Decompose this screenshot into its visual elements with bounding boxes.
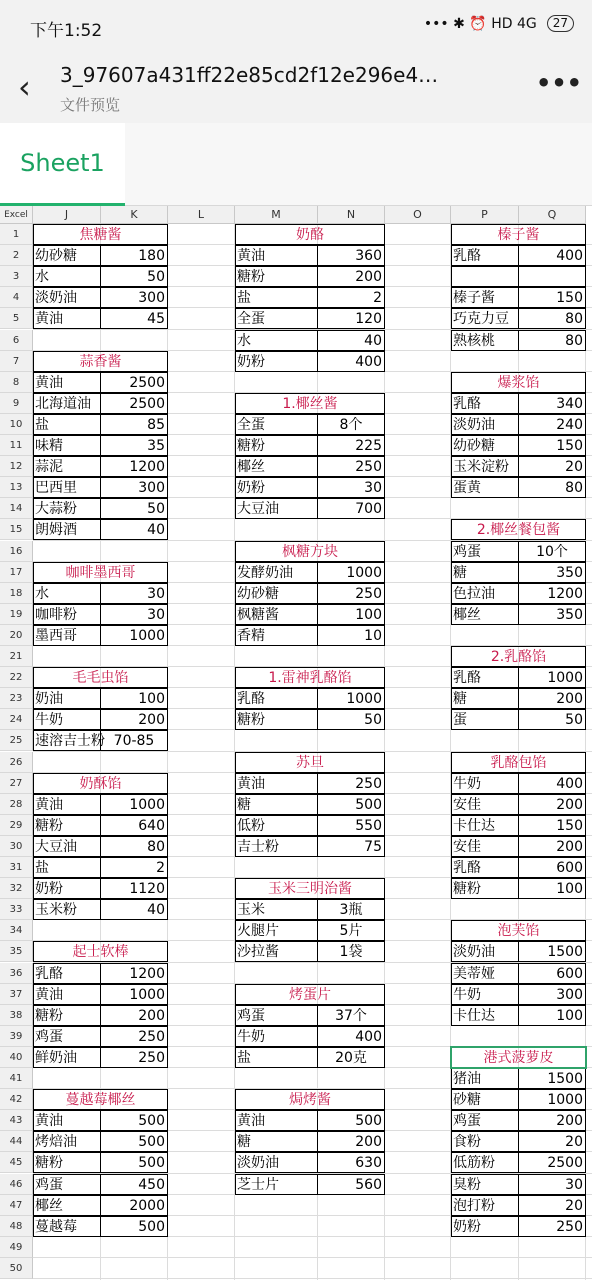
ingredient-name[interactable]: 全蛋 bbox=[237, 416, 265, 433]
ingredient-name[interactable]: 奶油 bbox=[35, 691, 63, 708]
ingredient-name[interactable]: 黄油 bbox=[35, 1113, 63, 1130]
row-header[interactable]: 34 bbox=[0, 920, 33, 941]
ingredient-name[interactable]: 芝士片 bbox=[237, 1176, 279, 1193]
ingredient-quantity[interactable]: 35 bbox=[147, 438, 165, 454]
ingredient-quantity[interactable]: 50 bbox=[565, 712, 583, 729]
column-header[interactable]: L bbox=[168, 206, 235, 224]
ingredient-quantity[interactable]: 250 bbox=[355, 585, 382, 602]
ingredient-name[interactable]: 糖 bbox=[237, 1134, 251, 1151]
recipe-title: 焗烤酱 bbox=[289, 1092, 331, 1109]
recipe-title: 蒜香酱 bbox=[79, 353, 122, 370]
row-header[interactable]: 44 bbox=[0, 1131, 33, 1152]
recipe-title: 焦糖酱 bbox=[79, 227, 122, 243]
ingredient-name[interactable]: 熟核桃 bbox=[453, 332, 495, 349]
ingredient-name[interactable]: 牛奶 bbox=[453, 986, 481, 1003]
ingredient-quantity[interactable]: 500 bbox=[355, 1113, 382, 1130]
row-header[interactable]: 41 bbox=[0, 1068, 33, 1089]
ingredient-name[interactable]: 朗姆酒 bbox=[35, 522, 77, 539]
row-header[interactable]: 5 bbox=[0, 308, 33, 329]
ingredient-quantity[interactable]: 500 bbox=[138, 1155, 165, 1172]
ingredient-quantity[interactable]: 300 bbox=[138, 480, 165, 497]
ingredient-name[interactable]: 黄油 bbox=[237, 775, 265, 792]
ingredient-quantity[interactable]: 1000 bbox=[129, 986, 165, 1003]
ingredient-quantity[interactable]: 2000 bbox=[129, 1197, 165, 1214]
ingredient-quantity[interactable]: 20 bbox=[565, 1197, 583, 1214]
ingredient-quantity[interactable]: 350 bbox=[556, 564, 583, 581]
ingredient-name[interactable]: 蒜泥 bbox=[35, 459, 63, 476]
ingredient-quantity[interactable]: 75 bbox=[364, 838, 382, 855]
ingredient-quantity[interactable]: 250 bbox=[556, 1218, 583, 1235]
spreadsheet-grid[interactable] bbox=[0, 206, 592, 1280]
recipe-title: 咖啡墨西哥 bbox=[65, 564, 136, 581]
ingredient-quantity[interactable]: 200 bbox=[138, 712, 165, 729]
row-header[interactable]: 39 bbox=[0, 1026, 33, 1047]
ingredient-quantity[interactable]: 1500 bbox=[547, 1071, 583, 1087]
ingredient-name[interactable]: 安佳 bbox=[453, 838, 481, 855]
ingredient-name[interactable]: 水 bbox=[237, 332, 251, 349]
ingredient-name[interactable]: 牛奶 bbox=[453, 775, 481, 792]
recipe-title: 奶酪 bbox=[296, 227, 324, 243]
ingredient-quantity[interactable]: 1200 bbox=[547, 585, 583, 602]
ingredient-quantity[interactable]: 40 bbox=[147, 902, 165, 919]
ingredient-quantity[interactable]: 640 bbox=[138, 817, 165, 834]
ingredient-name[interactable]: 鲜奶油 bbox=[35, 1049, 77, 1066]
ingredient-name[interactable]: 沙拉酱 bbox=[237, 944, 279, 961]
ingredient-quantity[interactable]: 500 bbox=[138, 1113, 165, 1130]
recipe-title: 烤蛋片 bbox=[289, 986, 331, 1003]
ingredient-name[interactable]: 糖粉 bbox=[237, 438, 265, 454]
ingredient-quantity[interactable]: 37个 bbox=[335, 1007, 367, 1024]
ingredient-name[interactable]: 火腿片 bbox=[237, 923, 279, 940]
ingredient-quantity[interactable]: 150 bbox=[556, 438, 583, 454]
ingredient-name[interactable]: 水 bbox=[35, 585, 49, 602]
ingredient-quantity[interactable]: 600 bbox=[556, 860, 583, 876]
ingredient-quantity[interactable]: 30 bbox=[147, 585, 165, 602]
row-header[interactable]: 6 bbox=[0, 330, 33, 351]
row-header[interactable]: 24 bbox=[0, 709, 33, 730]
ingredient-quantity[interactable]: 400 bbox=[556, 775, 583, 792]
status-bar bbox=[0, 0, 592, 54]
ingredient-name[interactable]: 速溶吉士粉 bbox=[35, 733, 105, 750]
ingredient-name[interactable]: 黄油 bbox=[35, 986, 63, 1003]
row-header[interactable]: 35 bbox=[0, 941, 33, 962]
ingredient-name[interactable]: 蔓越莓 bbox=[35, 1218, 77, 1235]
ingredient-quantity[interactable]: 20克 bbox=[335, 1049, 367, 1066]
ingredient-name[interactable]: 糖粉 bbox=[35, 817, 63, 834]
recipe-title: 1.椰丝酱 bbox=[282, 395, 338, 412]
row-header[interactable]: 4 bbox=[0, 287, 33, 308]
ingredient-name[interactable]: 美蒂娅 bbox=[453, 965, 495, 982]
row-header[interactable]: 31 bbox=[0, 857, 33, 878]
ingredient-name[interactable]: 幼砂糖 bbox=[453, 438, 495, 454]
row-header[interactable]: 18 bbox=[0, 583, 33, 604]
ingredient-name[interactable]: 蛋黄 bbox=[453, 480, 481, 497]
ingredient-name[interactable]: 糖粉 bbox=[237, 712, 265, 729]
row-header[interactable]: 16 bbox=[0, 541, 33, 562]
ingredient-name[interactable]: 臭粉 bbox=[453, 1176, 481, 1193]
ingredient-quantity[interactable]: 70-85 bbox=[113, 733, 155, 750]
ingredient-quantity[interactable]: 85 bbox=[147, 416, 165, 433]
column-header[interactable]: J bbox=[33, 206, 101, 224]
ingredient-quantity[interactable]: 2 bbox=[373, 290, 382, 307]
ingredient-quantity[interactable]: 1袋 bbox=[339, 944, 363, 961]
ingredient-quantity[interactable]: 340 bbox=[556, 395, 583, 412]
ingredient-quantity[interactable]: 80 bbox=[565, 332, 583, 349]
ingredient-name[interactable]: 幼砂糖 bbox=[35, 248, 77, 265]
ingredient-quantity[interactable]: 700 bbox=[355, 501, 382, 518]
ingredient-quantity[interactable]: 225 bbox=[355, 438, 382, 454]
row-header[interactable]: 10 bbox=[0, 414, 33, 435]
ingredient-name[interactable]: 鸡蛋 bbox=[453, 1113, 481, 1130]
recipe-title: 玉米三明治酱 bbox=[268, 881, 352, 898]
ingredient-name[interactable]: 鸡蛋 bbox=[453, 543, 481, 560]
ingredient-quantity[interactable]: 120 bbox=[355, 311, 382, 328]
ingredient-name[interactable]: 大豆油 bbox=[35, 838, 77, 855]
ingredient-name[interactable]: 糖粉 bbox=[237, 269, 265, 286]
recipe-title: 苏旦 bbox=[296, 754, 324, 771]
ingredient-quantity[interactable]: 2 bbox=[156, 860, 165, 876]
row-header[interactable]: 9 bbox=[0, 393, 33, 414]
row-header[interactable]: 28 bbox=[0, 794, 33, 815]
ingredient-quantity[interactable]: 100 bbox=[355, 606, 382, 623]
row-header[interactable]: 2 bbox=[0, 245, 33, 266]
ingredient-quantity[interactable]: 1500 bbox=[547, 944, 583, 961]
ingredient-name[interactable]: 鸡蛋 bbox=[35, 1176, 63, 1193]
ingredient-name[interactable]: 乳酪 bbox=[453, 248, 481, 265]
ingredient-name[interactable]: 牛奶 bbox=[237, 1028, 265, 1045]
ingredient-quantity[interactable]: 250 bbox=[355, 775, 382, 792]
ingredient-name[interactable]: 黄油 bbox=[237, 248, 265, 265]
row-header[interactable]: 48 bbox=[0, 1216, 33, 1237]
more-options-icon[interactable]: ••• bbox=[536, 69, 583, 97]
ingredient-quantity[interactable]: 1000 bbox=[129, 796, 165, 813]
ingredient-name[interactable]: 糖 bbox=[237, 796, 251, 813]
row-header[interactable]: 19 bbox=[0, 604, 33, 625]
column-header[interactable]: Q bbox=[519, 206, 586, 224]
ingredient-quantity[interactable]: 50 bbox=[147, 501, 165, 518]
ingredient-name[interactable]: 糖粉 bbox=[453, 881, 481, 898]
row-header[interactable]: 38 bbox=[0, 1005, 33, 1026]
ingredient-name[interactable]: 巧克力豆 bbox=[453, 311, 509, 328]
battery-icon: 27 bbox=[547, 15, 574, 32]
recipe-title: 爆浆馅 bbox=[497, 374, 540, 391]
ingredient-name[interactable]: 奶粉 bbox=[453, 1218, 481, 1235]
row-header[interactable]: 29 bbox=[0, 815, 33, 836]
recipe-title: 1.雷神乳酪馅 bbox=[268, 670, 352, 687]
ingredient-quantity[interactable]: 3瓶 bbox=[339, 902, 363, 919]
ingredient-quantity[interactable]: 560 bbox=[355, 1176, 382, 1193]
file-title: 3_97607a431ff22e85cd2f12e296e4… bbox=[60, 63, 439, 87]
ingredient-quantity[interactable]: 300 bbox=[138, 290, 165, 307]
ingredient-quantity[interactable]: 2500 bbox=[129, 374, 165, 391]
ingredient-quantity[interactable]: 240 bbox=[556, 416, 583, 433]
ingredient-name[interactable]: 乳酪 bbox=[453, 860, 481, 876]
ingredient-name[interactable]: 全蛋 bbox=[237, 311, 265, 328]
ingredient-name[interactable]: 榛子酱 bbox=[453, 290, 495, 307]
ingredient-quantity[interactable]: 100 bbox=[138, 691, 165, 708]
ingredient-name[interactable]: 淡奶油 bbox=[237, 1155, 279, 1172]
ingredient-quantity[interactable]: 5片 bbox=[339, 923, 363, 940]
ingredient-name[interactable]: 糖粉 bbox=[35, 1007, 63, 1024]
row-header[interactable]: 17 bbox=[0, 562, 33, 583]
ingredient-name[interactable]: 枫糖酱 bbox=[237, 606, 279, 623]
row-header[interactable]: 20 bbox=[0, 625, 33, 646]
ingredient-name[interactable]: 椰丝 bbox=[453, 606, 481, 623]
ingredient-name[interactable]: 黄油 bbox=[35, 311, 63, 328]
row-header[interactable]: 33 bbox=[0, 899, 33, 920]
ingredient-quantity[interactable]: 1000 bbox=[346, 691, 382, 708]
recipe-title: 蔓越莓椰丝 bbox=[65, 1092, 136, 1109]
ingredient-quantity[interactable]: 40 bbox=[364, 332, 382, 349]
ingredient-quantity[interactable]: 10个 bbox=[536, 543, 568, 560]
ingredient-quantity[interactable]: 200 bbox=[556, 1113, 583, 1130]
row-header[interactable]: 30 bbox=[0, 836, 33, 857]
ingredient-quantity[interactable]: 630 bbox=[355, 1155, 382, 1172]
ingredient-quantity[interactable]: 150 bbox=[556, 290, 583, 307]
ingredient-name[interactable]: 食粉 bbox=[453, 1134, 481, 1151]
ingredient-name[interactable]: 味精 bbox=[35, 438, 63, 454]
ingredient-quantity[interactable]: 1120 bbox=[129, 881, 165, 898]
ingredient-name[interactable]: 淡奶油 bbox=[35, 290, 77, 307]
ingredient-quantity[interactable]: 1200 bbox=[129, 459, 165, 476]
ingredient-quantity[interactable]: 1000 bbox=[547, 670, 583, 687]
column-header[interactable]: O bbox=[385, 206, 451, 224]
row-header[interactable]: 25 bbox=[0, 730, 33, 751]
column-header[interactable]: K bbox=[101, 206, 168, 224]
ingredient-quantity[interactable]: 200 bbox=[556, 838, 583, 855]
ingredient-name[interactable]: 安佳 bbox=[453, 796, 481, 813]
ingredient-name[interactable]: 咖啡粉 bbox=[35, 606, 77, 623]
ingredient-name[interactable]: 卡仕达 bbox=[453, 1007, 495, 1024]
ingredient-name[interactable]: 乳酪 bbox=[453, 670, 481, 687]
ingredient-name[interactable]: 香精 bbox=[237, 627, 265, 644]
file-subtitle: 文件预览 bbox=[60, 96, 121, 114]
row-header[interactable]: 36 bbox=[0, 963, 33, 984]
ingredient-name[interactable]: 奶粉 bbox=[35, 881, 63, 898]
ingredient-quantity[interactable]: 80 bbox=[147, 838, 165, 855]
ingredient-quantity[interactable]: 400 bbox=[556, 248, 583, 265]
ingredient-quantity[interactable]: 150 bbox=[556, 817, 583, 834]
ingredient-name[interactable]: 乳酪 bbox=[453, 395, 481, 412]
ingredient-quantity[interactable]: 20 bbox=[565, 459, 583, 476]
grid-hline bbox=[33, 1278, 592, 1279]
row-header[interactable]: 23 bbox=[0, 688, 33, 709]
status-icons-text: ••• ✱ ⏰ HD 4G bbox=[423, 15, 537, 32]
ingredient-name[interactable]: 鸡蛋 bbox=[35, 1028, 63, 1045]
row-header[interactable]: 8 bbox=[0, 372, 33, 393]
ingredient-quantity[interactable]: 8个 bbox=[339, 416, 363, 433]
status-time: 下午1:52 bbox=[30, 21, 103, 41]
ingredient-quantity[interactable]: 250 bbox=[138, 1028, 165, 1045]
ingredient-name[interactable]: 墨西哥 bbox=[35, 627, 77, 644]
ingredient-quantity[interactable]: 200 bbox=[138, 1007, 165, 1024]
ingredient-quantity[interactable]: 1000 bbox=[346, 564, 382, 581]
ingredient-quantity[interactable]: 2500 bbox=[547, 1155, 583, 1172]
ingredient-quantity[interactable]: 400 bbox=[355, 353, 382, 370]
row-header[interactable]: 49 bbox=[0, 1237, 33, 1258]
ingredient-name[interactable]: 糖 bbox=[453, 564, 467, 581]
ingredient-name[interactable]: 玉米粉 bbox=[35, 902, 77, 919]
ingredient-quantity[interactable]: 10 bbox=[364, 627, 382, 644]
column-header[interactable]: P bbox=[451, 206, 519, 224]
ingredient-name[interactable]: 大蒜粉 bbox=[35, 501, 77, 518]
ingredient-name[interactable]: 猪油 bbox=[453, 1071, 481, 1087]
row-header[interactable]: 14 bbox=[0, 498, 33, 519]
ingredient-quantity[interactable]: 2500 bbox=[129, 395, 165, 412]
ingredient-name[interactable]: 大豆油 bbox=[237, 501, 279, 518]
row-header[interactable]: 32 bbox=[0, 878, 33, 899]
tab-sheet1[interactable]: Sheet1 bbox=[0, 123, 125, 206]
sheet-tab-bar bbox=[0, 123, 592, 206]
ingredient-name[interactable]: 淡奶油 bbox=[453, 416, 495, 433]
recipe-title: 奶酥馅 bbox=[79, 775, 122, 792]
ingredient-name[interactable]: 蛋 bbox=[453, 712, 467, 729]
ingredient-quantity[interactable]: 180 bbox=[138, 248, 165, 265]
ingredient-quantity[interactable]: 300 bbox=[556, 986, 583, 1003]
ingredient-name[interactable]: 盐 bbox=[237, 1049, 251, 1066]
ingredient-name[interactable]: 乳酪 bbox=[35, 965, 63, 982]
grid-hline bbox=[33, 1257, 592, 1258]
ingredient-name[interactable]: 低粉 bbox=[237, 817, 265, 834]
row-header[interactable]: 15 bbox=[0, 519, 33, 540]
ingredient-quantity[interactable]: 20 bbox=[565, 1134, 583, 1151]
ingredient-quantity[interactable]: 30 bbox=[565, 1176, 583, 1193]
ingredient-name[interactable]: 黄油 bbox=[35, 796, 63, 813]
row-header[interactable]: 27 bbox=[0, 773, 33, 794]
ingredient-quantity[interactable]: 40 bbox=[147, 522, 165, 539]
ingredient-quantity[interactable]: 50 bbox=[147, 269, 165, 286]
ingredient-quantity[interactable]: 1000 bbox=[129, 627, 165, 644]
ingredient-quantity[interactable]: 450 bbox=[138, 1176, 165, 1193]
row-header[interactable]: 7 bbox=[0, 351, 33, 372]
ingredient-quantity[interactable] bbox=[519, 267, 586, 288]
row-header[interactable]: 46 bbox=[0, 1174, 33, 1195]
recipe-title: 2.乳酪馅 bbox=[490, 649, 547, 665]
ingredient-quantity[interactable]: 80 bbox=[565, 480, 583, 497]
ingredient-name[interactable]: 砂糖 bbox=[453, 1092, 481, 1109]
row-header[interactable]: 1 bbox=[0, 224, 33, 245]
ingredient-quantity[interactable]: 250 bbox=[355, 459, 382, 476]
ingredient-quantity[interactable]: 50 bbox=[364, 712, 382, 729]
ingredient-name[interactable]: 水 bbox=[35, 269, 49, 286]
ingredient-quantity[interactable]: 200 bbox=[355, 1134, 382, 1151]
recipe-title: 2.椰丝餐包酱 bbox=[476, 522, 561, 539]
row-header[interactable]: 11 bbox=[0, 435, 33, 456]
ingredient-name[interactable]: 盐 bbox=[35, 860, 49, 876]
ingredient-name[interactable]: 奶粉 bbox=[237, 480, 265, 497]
app-header bbox=[0, 54, 592, 123]
ingredient-quantity[interactable]: 80 bbox=[565, 311, 583, 328]
ingredient-quantity[interactable]: 100 bbox=[556, 881, 583, 898]
ingredient-quantity[interactable]: 360 bbox=[355, 248, 382, 265]
ingredient-quantity[interactable]: 30 bbox=[147, 606, 165, 623]
row-header[interactable]: 42 bbox=[0, 1089, 33, 1110]
column-header[interactable]: N bbox=[318, 206, 385, 224]
row-header[interactable]: 12 bbox=[0, 456, 33, 477]
ingredient-quantity[interactable]: 600 bbox=[556, 965, 583, 982]
row-header[interactable]: 47 bbox=[0, 1195, 33, 1216]
row-header[interactable]: 45 bbox=[0, 1152, 33, 1173]
ingredient-quantity[interactable]: 1000 bbox=[547, 1092, 583, 1109]
row-header[interactable]: 26 bbox=[0, 752, 33, 773]
ingredient-quantity[interactable]: 400 bbox=[355, 1028, 382, 1045]
ingredient-name[interactable]: 巴西里 bbox=[35, 480, 77, 497]
ingredient-name[interactable]: 黄油 bbox=[35, 374, 63, 391]
ingredient-name[interactable]: 泡打粉 bbox=[453, 1197, 495, 1214]
ingredient-quantity[interactable]: 200 bbox=[355, 269, 382, 286]
ingredient-name[interactable]: 牛奶 bbox=[35, 712, 63, 729]
ingredient-quantity[interactable]: 550 bbox=[355, 817, 382, 834]
ingredient-name[interactable]: 北海道油 bbox=[35, 395, 91, 412]
ingredient-name[interactable]: 玉米 bbox=[237, 902, 265, 919]
recipe-title: 榛子酱 bbox=[497, 227, 540, 243]
recipe-title: 乳酪包馅 bbox=[490, 754, 547, 771]
recipe-title: 港式菠萝皮 bbox=[483, 1049, 554, 1066]
ingredient-quantity[interactable]: 200 bbox=[556, 796, 583, 813]
row-header[interactable]: 40 bbox=[0, 1047, 33, 1068]
ingredient-name[interactable]: 幼砂糖 bbox=[237, 585, 279, 602]
recipe-title: 起士软棒 bbox=[72, 944, 129, 961]
ingredient-name[interactable]: 发酵奶油 bbox=[237, 564, 293, 581]
row-header[interactable]: 21 bbox=[0, 646, 33, 667]
ingredient-quantity[interactable]: 45 bbox=[147, 311, 165, 328]
row-header[interactable]: 37 bbox=[0, 984, 33, 1005]
ingredient-name[interactable]: 玉米淀粉 bbox=[453, 459, 509, 476]
ingredient-name[interactable]: 糖 bbox=[453, 691, 467, 708]
recipe-title: 毛毛虫馅 bbox=[72, 670, 129, 687]
ingredient-name[interactable]: 椰丝 bbox=[237, 459, 265, 476]
ingredient-name[interactable]: 低筋粉 bbox=[453, 1155, 495, 1172]
ingredient-name[interactable] bbox=[451, 267, 519, 288]
ingredient-name[interactable]: 盐 bbox=[237, 290, 251, 307]
ingredient-quantity[interactable]: 1200 bbox=[129, 965, 165, 982]
row-header[interactable]: 50 bbox=[0, 1258, 33, 1279]
row-header[interactable]: 43 bbox=[0, 1110, 33, 1131]
row-header[interactable]: 3 bbox=[0, 266, 33, 287]
ingredient-quantity[interactable]: 100 bbox=[556, 1007, 583, 1024]
back-icon[interactable]: ‹ bbox=[18, 68, 31, 106]
ingredient-name[interactable]: 盐 bbox=[35, 416, 49, 433]
ingredient-name[interactable]: 吉士粉 bbox=[237, 838, 279, 855]
ingredient-quantity[interactable]: 500 bbox=[138, 1218, 165, 1235]
corner-cell: Excel bbox=[0, 206, 33, 224]
ingredient-name[interactable]: 乳酪 bbox=[237, 691, 265, 708]
ingredient-name[interactable]: 淡奶油 bbox=[453, 944, 495, 961]
ingredient-name[interactable]: 鸡蛋 bbox=[237, 1007, 265, 1024]
row-header[interactable]: 13 bbox=[0, 477, 33, 498]
ingredient-quantity[interactable]: 500 bbox=[355, 796, 382, 813]
ingredient-quantity[interactable]: 350 bbox=[556, 606, 583, 623]
ingredient-name[interactable]: 椰丝 bbox=[35, 1197, 63, 1214]
recipe-title: 枫糖方块 bbox=[282, 543, 338, 560]
row-header[interactable]: 22 bbox=[0, 667, 33, 688]
recipe-title: 泡芙馅 bbox=[497, 923, 540, 940]
ingredient-quantity[interactable]: 250 bbox=[138, 1049, 165, 1066]
ingredient-name[interactable]: 卡仕达 bbox=[453, 817, 495, 834]
ingredient-name[interactable]: 烤焙油 bbox=[35, 1134, 77, 1151]
ingredient-name[interactable]: 黄油 bbox=[237, 1113, 265, 1130]
ingredient-quantity[interactable]: 200 bbox=[556, 691, 583, 708]
ingredient-name[interactable]: 色拉油 bbox=[453, 585, 495, 602]
ingredient-quantity[interactable]: 500 bbox=[138, 1134, 165, 1151]
ingredient-name[interactable]: 奶粉 bbox=[237, 353, 265, 370]
ingredient-name[interactable]: 糖粉 bbox=[35, 1155, 63, 1172]
column-header[interactable]: M bbox=[235, 206, 318, 224]
ingredient-quantity[interactable]: 30 bbox=[364, 480, 382, 497]
status-icons bbox=[424, 15, 574, 32]
